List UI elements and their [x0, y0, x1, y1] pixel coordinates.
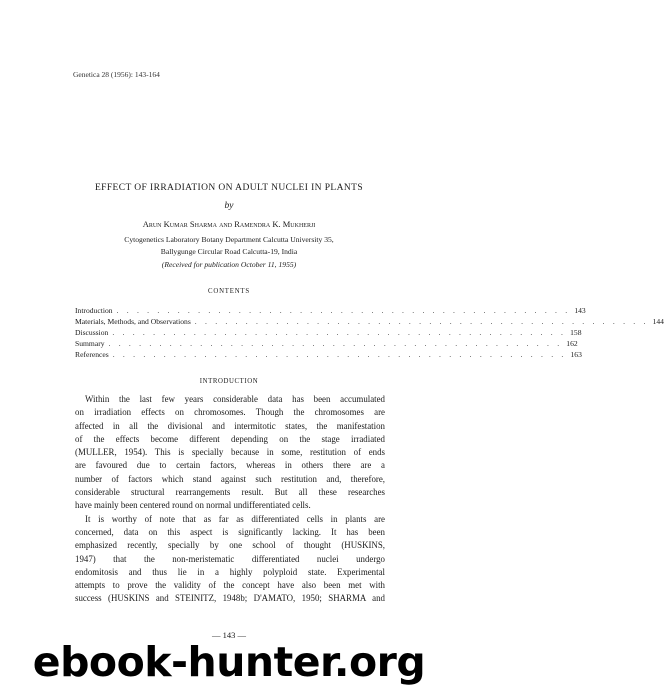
affiliation-line-2: Ballygunge Circular Road Calcutta-19, India — [160, 247, 298, 256]
toc-entry[interactable] — [75, 327, 582, 338]
toc-entry[interactable] — [75, 305, 586, 316]
toc-entry-label: Discussion — [75, 328, 109, 337]
authors: Arun Kumar Sharma and Ramendra K. Mukherji — [142, 219, 316, 229]
toc-entry[interactable] — [75, 316, 664, 327]
body-line: 1947) that the non-meristematic differentiated nuclei undergo — [75, 553, 385, 564]
toc-leader-dots: . . . . . . . . . . . . . . . . . . . . . . . . . . . . . . . . . . . . . . . . . . . . . — [194, 317, 649, 326]
body-line: (MULLER, 1954). This is specially because in some, restitution of ends — [75, 447, 385, 458]
toc-entry[interactable] — [75, 338, 578, 349]
toc-entry-label: Summary — [75, 339, 105, 348]
journal-reference: Genetica 28 (1956): 143-164 — [73, 70, 160, 79]
watermark-logo: ebook-hunter.org — [32, 638, 426, 686]
page-number: — 143 — — [212, 630, 246, 640]
body-line: are favoured due to certain factors, whereas in others there are a — [75, 460, 385, 471]
received-date: (Received for publication October 11, 1955) — [161, 260, 297, 269]
table-of-contents — [75, 305, 664, 360]
toc-entry-label: References — [75, 350, 109, 359]
toc-entry-page: 158 — [570, 328, 582, 337]
body-line: affected in all the divisional and intermitotic states, the manifestation — [75, 420, 385, 431]
toc-leader-dots: . . . . . . . . . . . . . . . . . . . . . . . . . . . . . . . . . . . . . . . . . . . . . — [108, 339, 563, 348]
body-line: It is worthy of note that as far as differentiated cells in plants are — [85, 513, 385, 524]
toc-leader-dots: . . . . . . . . . . . . . . . . . . . . . . . . . . . . . . . . . . . . . . . . . . . . . — [112, 350, 567, 359]
toc-entry-label: Materials, Methods, and Observations — [75, 317, 191, 326]
toc-entry-page: 143 — [574, 306, 586, 315]
toc-leader-dots: . . . . . . . . . . . . . . . . . . . . . . . . . . . . . . . . . . . . . . . . . . . . . — [116, 306, 571, 315]
contents-heading: CONTENTS — [208, 288, 250, 295]
toc-entry-page: 162 — [566, 339, 578, 348]
toc-entry[interactable] — [75, 349, 582, 360]
toc-leader-dots: . . . . . . . . . . . . . . . . . . . . . . . . . . . . . . . . . . . . . . . . . . . . . — [112, 328, 567, 337]
body-line: attempts to prove the validity of the concept have also been met with — [75, 580, 385, 591]
toc-entry-page: 144 — [652, 317, 664, 326]
body-line: concerned, data on this aspect is significantly lacking. It has been — [75, 526, 385, 537]
affiliation-line-1: Cytogenetics Laboratory Botany Department Calcutta University 35, — [124, 235, 334, 244]
byline: by — [224, 201, 234, 211]
body-line: of the effects become different depending on the stage irradiated — [75, 433, 385, 444]
body-line: number of factors which stand against such restitution and, therefore, — [75, 473, 385, 484]
introduction-heading: INTRODUCTION — [199, 378, 259, 385]
body-line: endomitosis and thus lie in a highly polyploid state. Experimental — [75, 566, 385, 577]
body-line: have mainly been centered round on normal undifferentiated cells. — [75, 500, 311, 511]
body-line: success (HUSKINS and STEINITZ, 1948b; D'AMATO, 1950; SHARMA and — [75, 593, 385, 604]
body-line: Within the last few years considerable data has been accumulated — [85, 394, 385, 404]
body-line: considerable structural rearrangements result. But all these researches — [75, 487, 385, 498]
toc-entry-page: 163 — [570, 350, 582, 359]
body-line: on irradiation effects on chromosomes. Though the chromosomes are — [75, 407, 385, 418]
introduction-body — [75, 393, 385, 606]
article-title: EFFECT OF IRRADIATION ON ADULT NUCLEI IN PLANTS — [94, 183, 363, 193]
body-line: emphasized recently, specially by one school of thought (HUSKINS, — [75, 540, 385, 551]
toc-entry-label: Introduction — [75, 306, 113, 315]
